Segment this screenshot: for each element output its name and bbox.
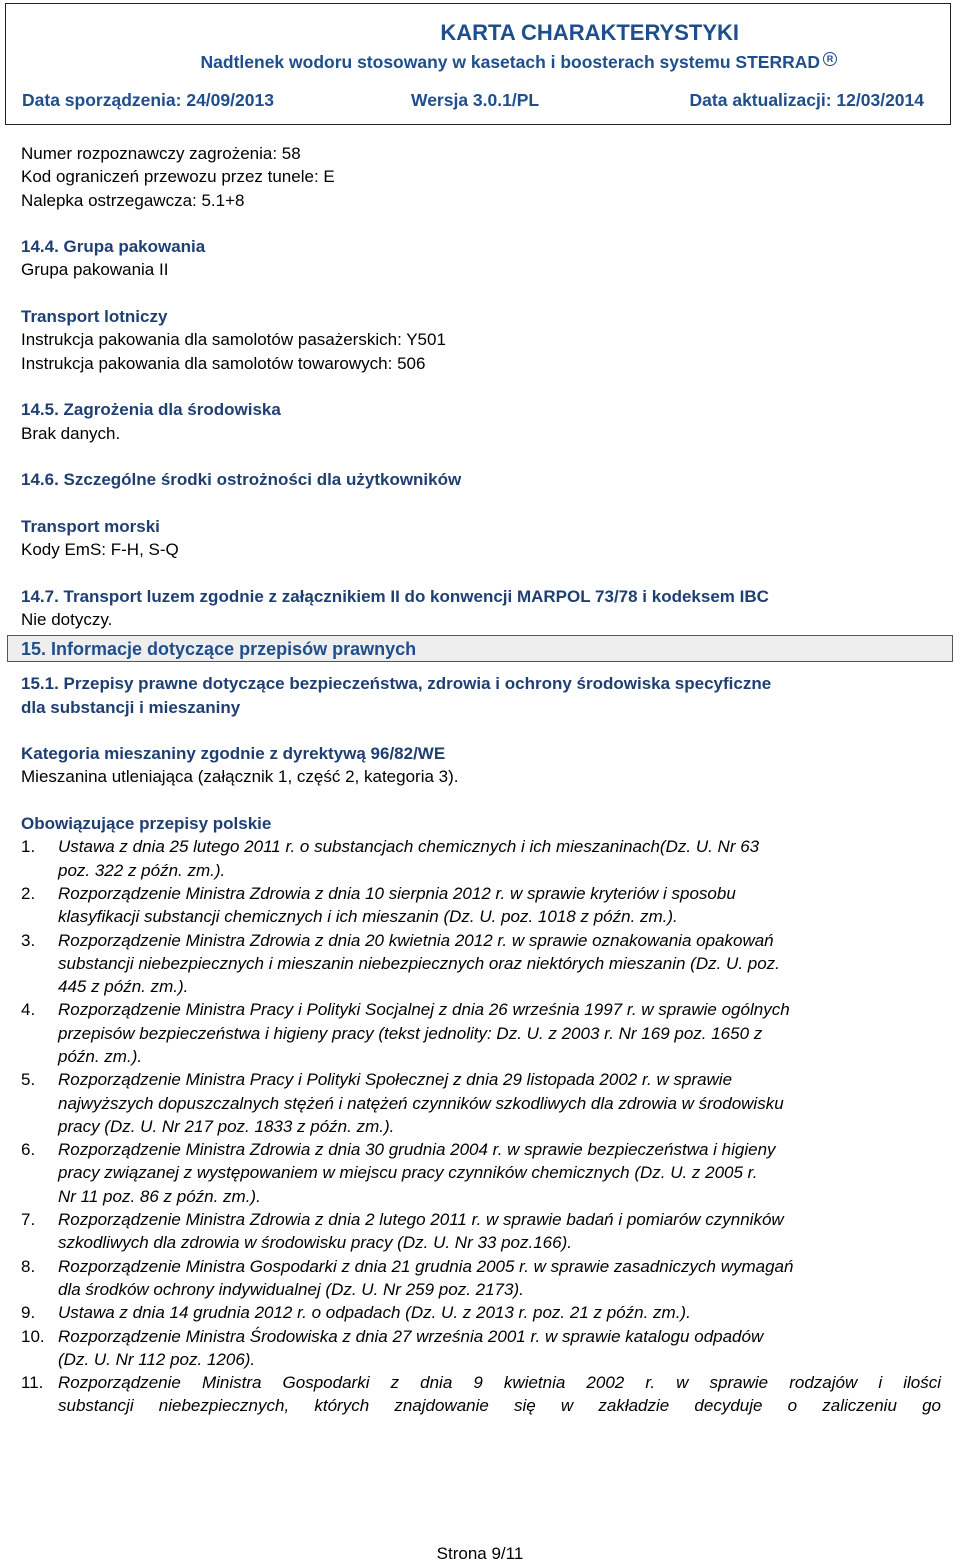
- regulation-text-line: (Dz. U. Nr 112 poz. 1206).: [58, 1349, 256, 1369]
- registered-trademark-icon: R: [823, 52, 837, 66]
- regulation-item: [21, 1138, 941, 1208]
- regulation-text-line: szkodliwych dla zdrowia w środowisku pracy (Dz. U. Nr 33 poz.166).: [58, 1233, 572, 1253]
- regulation-number: 5.: [21, 1070, 36, 1090]
- regulation-text-line: dla środków ochrony indywidualnej (Dz. U. Nr 259 poz. 2173).: [58, 1279, 524, 1299]
- date-updated: Data aktualizacji: 12/03/2014: [689, 90, 924, 110]
- warning-label: Nalepka ostrzegawcza: 5.1+8: [21, 190, 245, 210]
- section-14-5-title: 14.5. Zagrożenia dla środowiska: [21, 400, 281, 420]
- regulation-item: [21, 1325, 941, 1372]
- regulation-text-line: najwyższych dopuszczalnych stężeń i natężeń czynników szkodliwych dla zdrowia w środowisku: [58, 1093, 784, 1113]
- section-14-7-value: Nie dotyczy.: [21, 609, 113, 629]
- section-14-7-title: 14.7. Transport luzem zgodnie z załącznikiem II do konwencji MARPOL 73/78 i kodeksem IBC: [21, 586, 769, 606]
- regulation-number: 8.: [21, 1256, 36, 1276]
- category-title: Kategoria mieszaniny zgodnie z dyrektywą 96/82/WE: [21, 744, 446, 764]
- product-name: [6, 52, 837, 73]
- regulation-text-line: Ustawa z dnia 25 lutego 2011 r. o substancjach chemicznych i ich mieszaninach(Dz. U. Nr 63: [58, 837, 760, 857]
- regulation-number: 2.: [21, 883, 36, 903]
- section-14-6-title: 14.6. Szczególne środki ostrożności dla użytkowników: [21, 470, 462, 490]
- air-transport-line-2: Instrukcja pakowania dla samolotów towarowych: 506: [21, 353, 426, 373]
- document-body: [21, 142, 941, 1418]
- regulation-item: [21, 1371, 941, 1418]
- section-14-5-value: Brak danych.: [21, 423, 121, 443]
- regulation-text-line: substancji niebezpiecznych, których znajdowanie się w zakładzie decyduje o zaliczeniu go: [58, 1396, 941, 1416]
- regulation-text: [58, 1255, 941, 1302]
- page-number: Strona 9/11: [436, 1544, 524, 1563]
- tunnel-code: Kod ograniczeń przewozu przez tunele: E: [21, 167, 335, 187]
- regulation-text-line: Rozporządzenie Ministra Środowiska z dnia 27 września 2001 r. w sprawie katalogu odpadów: [58, 1326, 764, 1346]
- regulation-text-line: Rozporządzenie Ministra Gospodarki z dnia 9 kwietnia 2002 r. w sprawie rodzajów i ilości: [58, 1373, 941, 1393]
- regulation-item: [21, 1208, 941, 1255]
- regulation-item: [21, 835, 941, 882]
- regulation-text-line: pracy związanej z występowaniem w miejscu pracy czynników chemicznych (Dz. U. z 2005 r.: [58, 1163, 758, 1183]
- regulation-text: [58, 929, 941, 999]
- section-15-1-title-line-1: 15.1. Przepisy prawne dotyczące bezpieczeństwa, zdrowia i ochrony środowiska specyficzne: [21, 674, 772, 694]
- regulation-item: [21, 882, 941, 929]
- regulation-text-line: substancji niebezpiecznych i mieszanin niebezpiecznych oraz niektórych mieszanin (Dz. U. poz.: [58, 953, 780, 973]
- regulation-text-line: Ustawa z dnia 14 grudnia 2012 r. o odpadach (Dz. U. z 2013 r. poz. 21 z późn. zm.).: [58, 1303, 691, 1323]
- category-value: Mieszanina utleniająca (załącznik 1, część 2, kategoria 3).: [21, 767, 459, 787]
- regulation-text-line: przepisów bezpieczeństwa i higieny pracy (tekst jednolity: Dz. U. z 2003 r. Nr 169 poz. 1650 z: [58, 1023, 763, 1043]
- regulation-number: 10.: [21, 1326, 45, 1346]
- regulation-number: 3.: [21, 930, 36, 950]
- regulation-text: [58, 835, 941, 882]
- sea-transport-line: Kody EmS: F-H, S-Q: [21, 540, 179, 560]
- regulation-text-line: klasyfikacji substancji chemicznych i ich mieszanin (Dz. U. poz. 1018 z późn. zm.).: [58, 907, 678, 927]
- regulation-text: [58, 1371, 941, 1418]
- polish-regulations-title: Obowiązujące przepisy polskie: [21, 814, 272, 834]
- regulation-number: 6.: [21, 1140, 36, 1160]
- regulation-item: [21, 1255, 941, 1302]
- regulation-text-line: Rozporządzenie Ministra Pracy i Polityki Społecznej z dnia 29 listopada 2002 r. w sprawie: [58, 1070, 733, 1090]
- regulation-text: [58, 1301, 941, 1324]
- regulation-text: [58, 1208, 941, 1255]
- regulations-list: [21, 835, 941, 1417]
- hazard-number: Numer rozpoznawczy zagrożenia: 58: [21, 144, 301, 163]
- regulation-text-line: Rozporządzenie Ministra Zdrowia z dnia 20 kwietnia 2012 r. w sprawie oznakowania opakowań: [58, 930, 774, 950]
- regulation-text: [58, 1325, 941, 1372]
- date-prepared: Data sporządzenia: 24/09/2013: [22, 90, 274, 110]
- regulation-item: [21, 929, 941, 999]
- document-header: [5, 3, 951, 125]
- regulation-text-line: Rozporządzenie Ministra Zdrowia z dnia 10 sierpnia 2012 r. w sprawie kryteriów i sposobu: [58, 883, 736, 903]
- regulation-text-line: Rozporządzenie Ministra Zdrowia z dnia 30 grudnia 2004 r. w sprawie bezpieczeństwa i higieny: [58, 1140, 776, 1160]
- regulation-number: 1.: [21, 837, 36, 857]
- regulation-number: 11.: [21, 1373, 44, 1393]
- regulation-item: [21, 998, 941, 1068]
- regulation-text-line: Rozporządzenie Ministra Gospodarki z dnia 21 grudnia 2005 r. w sprawie zasadniczych wymagań: [58, 1256, 794, 1276]
- regulation-number: 4.: [21, 1000, 36, 1020]
- regulation-text: [58, 882, 941, 929]
- regulation-number: 7.: [21, 1210, 36, 1230]
- regulation-text-line: Nr 11 poz. 86 z późn. zm.).: [58, 1186, 261, 1206]
- regulation-text-line: Rozporządzenie Ministra Pracy i Polityki Socjalnej z dnia 26 września 1997 r. w sprawie ogólnych: [58, 1000, 790, 1020]
- regulation-number: 9.: [21, 1303, 36, 1323]
- version: Wersja 3.0.1/PL: [411, 90, 540, 110]
- regulation-text-line: późn. zm.).: [58, 1046, 143, 1066]
- regulation-item: [21, 1301, 941, 1324]
- sea-transport-title: Transport morski: [21, 516, 160, 536]
- regulation-text-line: 445 z późn. zm.).: [58, 977, 189, 997]
- air-transport-line-1: Instrukcja pakowania dla samolotów pasażerskich: Y501: [21, 330, 446, 350]
- section-14-4-value: Grupa pakowania II: [21, 260, 169, 280]
- regulation-text: [58, 998, 941, 1068]
- regulation-item: [21, 1068, 941, 1138]
- regulation-text: [58, 1138, 941, 1208]
- product-name-text: Nadtlenek wodoru stosowany w kasetach i boosterach systemu STERRAD: [200, 52, 820, 72]
- section-15-1-title-line-2: dla substancji i mieszaniny: [21, 697, 241, 717]
- section-14-4-title: 14.4. Grupa pakowania: [21, 237, 206, 257]
- section-15-heading: 15. Informacje dotyczące przepisów prawnych: [7, 635, 953, 662]
- regulation-text-line: pracy (Dz. U. Nr 217 poz. 1833 z późn. zm.).: [58, 1116, 395, 1136]
- regulation-text-line: Rozporządzenie Ministra Zdrowia z dnia 2 lutego 2011 r. w sprawie badań i pomiarów czynników: [58, 1210, 784, 1230]
- regulation-text: [58, 1068, 941, 1138]
- air-transport-title: Transport lotniczy: [21, 307, 168, 327]
- regulation-text-line: poz. 322 z późn. zm.).: [58, 860, 226, 880]
- document-title: KARTA CHARAKTERYSTYKI: [440, 20, 739, 45]
